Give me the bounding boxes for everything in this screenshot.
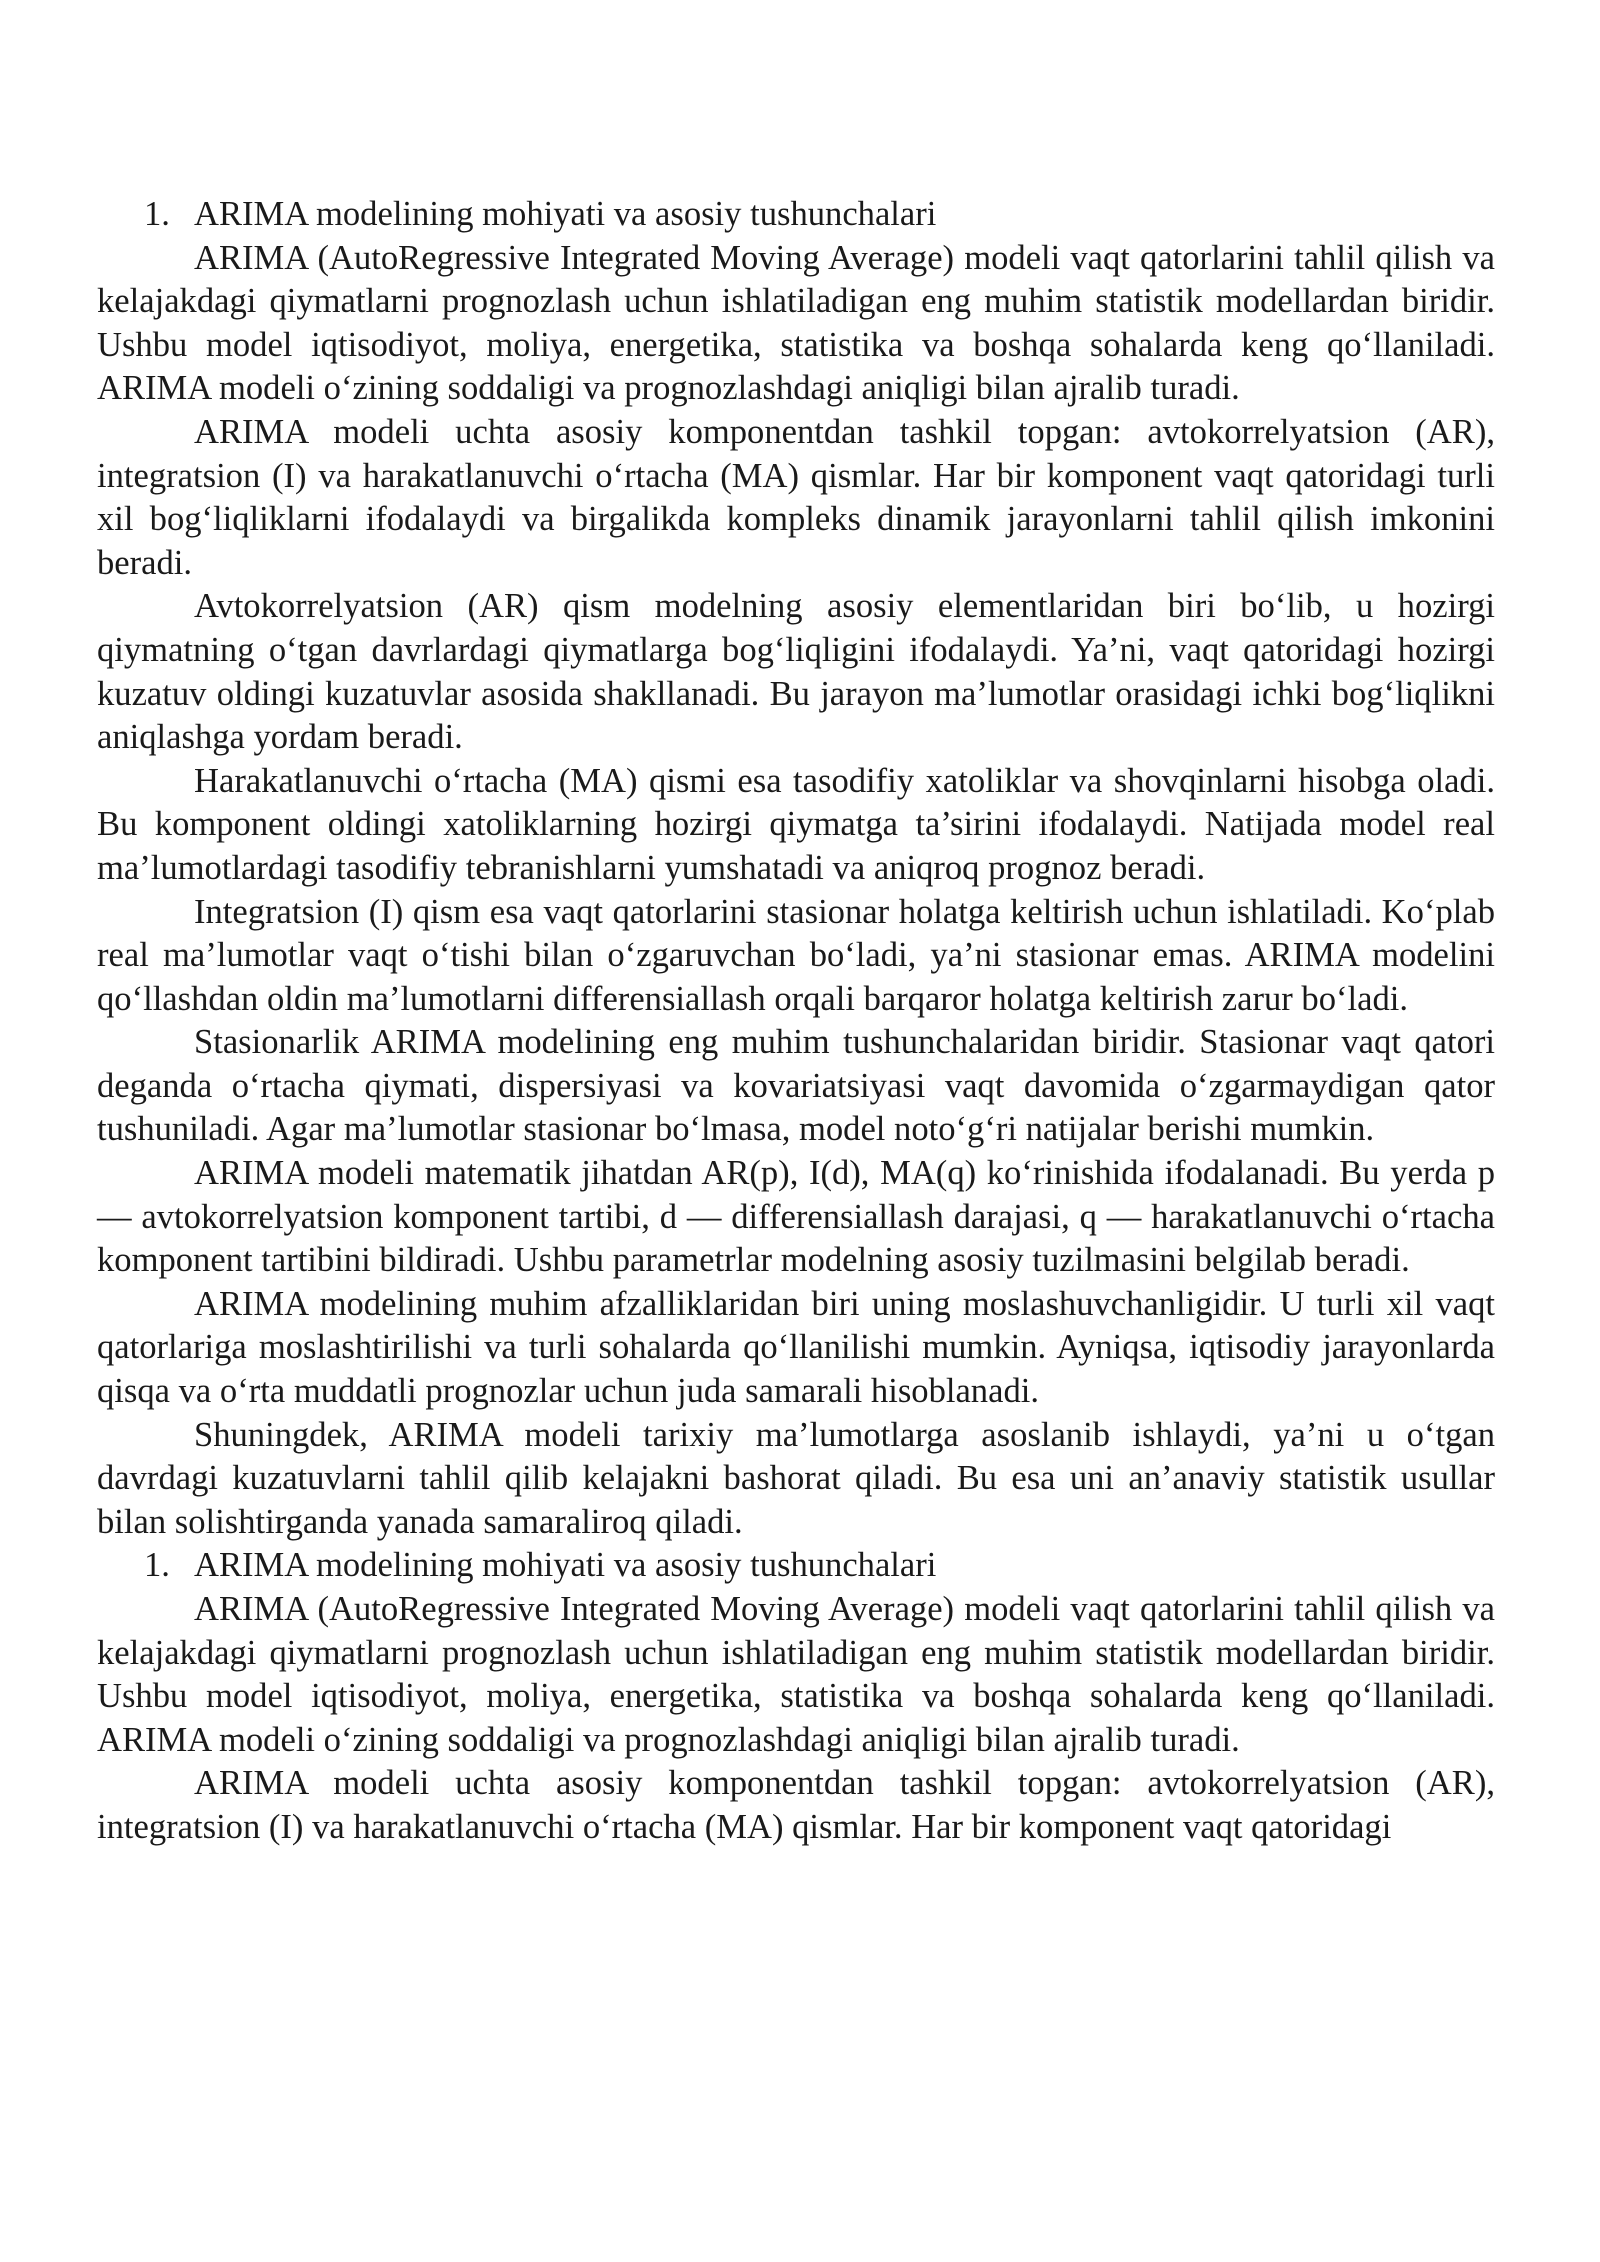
paragraph: ARIMA modeli uchta asosiy komponentdan tashkil topgan: avtokorrelyatsion (AR), integratsion (I) va harakatlanuvchi o‘rtacha (MA) qismlar. Har bir komponent vaqt qatoridagi turli xil bog‘liqliklarni ifodalaydi va birgalikda kompleks dinamik jarayonlarni tahlil qilish imkonini beradi. <box>97 412 1495 582</box>
section-number: 1. <box>144 195 170 233</box>
paragraph: Shuningdek, ARIMA modeli tarixiy ma’lumotlarga asoslanib ishlaydi, ya’ni u o‘tgan davrdagi kuzatuvlarni tahlil qilib kelajakni bashorat qiladi. Bu esa uni an’anaviy statistik usullar bilan solishtirganda yanada samaraliroq qiladi. <box>97 1415 1495 1541</box>
paragraph: Integratsion (I) qism esa vaqt qatorlarini stasionar holatga keltirish uchun ishlatiladi. Ko‘plab real ma’lumotlar vaqt o‘tishi bilan o‘zgaruvchan bo‘ladi, ya’ni stasionar emas. ARIMA modelini qo‘llashdan oldin ma’lumotlarni differensiallash orqali barqaror holatga keltirish zarur bo‘ladi. <box>97 892 1495 1018</box>
section-heading <box>97 1544 1495 1588</box>
paragraph: Stasionarlik ARIMA modelining eng muhim tushunchalaridan biridir. Stasionar vaqt qatori deganda o‘rtacha qiymati, dispersiyasi va kovariatsiyasi vaqt davomida o‘zgarmaydigan qator tushuniladi. Agar ma’lumotlar stasionar bo‘lmasa, model noto‘g‘ri natijalar berishi mumkin. <box>97 1023 1495 1149</box>
paragraph: Harakatlanuvchi o‘rtacha (MA) qismi esa tasodifiy xatoliklar va shovqinlarni hisobga oladi. Bu komponent oldingi xatoliklarning hozirgi qiymatga ta’sirini ifodalaydi. Natijada model real ma’lumotlardagi tasodifiy tebranishlarni yumshatadi va aniqroq prognoz beradi. <box>97 761 1495 887</box>
section-heading <box>97 193 1495 237</box>
paragraph: ARIMA (AutoRegressive Integrated Moving Average) modeli vaqt qatorlarini tahlil qilish va kelajakdagi qiymatlarni prognozlash uchun ishlatiladigan eng muhim statistik modellardan biridir. Ushbu model iqtisodiyot, moliya, energetika, statistika va boshqa sohalarda keng qo‘llaniladi. ARIMA modeli o‘zining soddaligi va prognozlashdagi aniqligi bilan ajralib turadi. <box>97 238 1495 408</box>
section-number: 1. <box>144 1546 170 1585</box>
section-title: ARIMA modelining mohiyati va asosiy tushunchalari <box>194 195 937 233</box>
section <box>97 1544 1495 1849</box>
paragraph: ARIMA modelining muhim afzalliklaridan biri uning moslashuvchanligidir. U turli xil vaqt qatorlariga moslashtirilishi va turli sohalarda qo‘llanilishi mumkin. Ayniqsa, iqtisodiy jarayonlarda qisqa va o‘rta muddatli prognozlar uchun juda samarali hisoblanadi. <box>97 1284 1495 1411</box>
paragraph: ARIMA modeli uchta asosiy komponentdan tashkil topgan: avtokorrelyatsion (AR), integratsion (I) va harakatlanuvchi o‘rtacha (MA) qismlar. Har bir komponent vaqt qatoridagi <box>97 1764 1495 1846</box>
section-title: ARIMA modelining mohiyati va asosiy tushunchalari <box>194 1546 937 1585</box>
paragraph: ARIMA modeli matematik jihatdan AR(p), I(d), MA(q) ko‘rinishida ifodalanadi. Bu yerda p — avtokorrelyatsion komponent tartibi, d — differensiallash darajasi, q — harakatlanuvchi o‘rtacha komponent tartibini bildiradi. Ushbu parametrlar modelning asosiy tuzilmasini belgilab beradi. <box>97 1154 1495 1280</box>
document-page <box>97 193 1495 1850</box>
paragraph: Avtokorrelyatsion (AR) qism modelning asosiy elementlaridan biri bo‘lib, u hozirgi qiymatning o‘tgan davrlardagi qiymatlarga bog‘liqligini ifodalaydi. Ya’ni, vaqt qatoridagi hozirgi kuzatuv oldingi kuzatuvlar asosida shakllanadi. Bu jarayon ma’lumotlar orasidagi ichki bog‘liqlikni aniqlashga yordam beradi. <box>97 587 1495 757</box>
paragraph: ARIMA (AutoRegressive Integrated Moving Average) modeli vaqt qatorlarini tahlil qilish va kelajakdagi qiymatlarni prognozlash uchun ishlatiladigan eng muhim statistik modellardan biridir. Ushbu model iqtisodiyot, moliya, energetika, statistika va boshqa sohalarda keng qo‘llaniladi. ARIMA modeli o‘zining soddaligi va prognozlashdagi aniqligi bilan ajralib turadi. <box>97 1590 1495 1759</box>
section <box>97 193 1495 1544</box>
